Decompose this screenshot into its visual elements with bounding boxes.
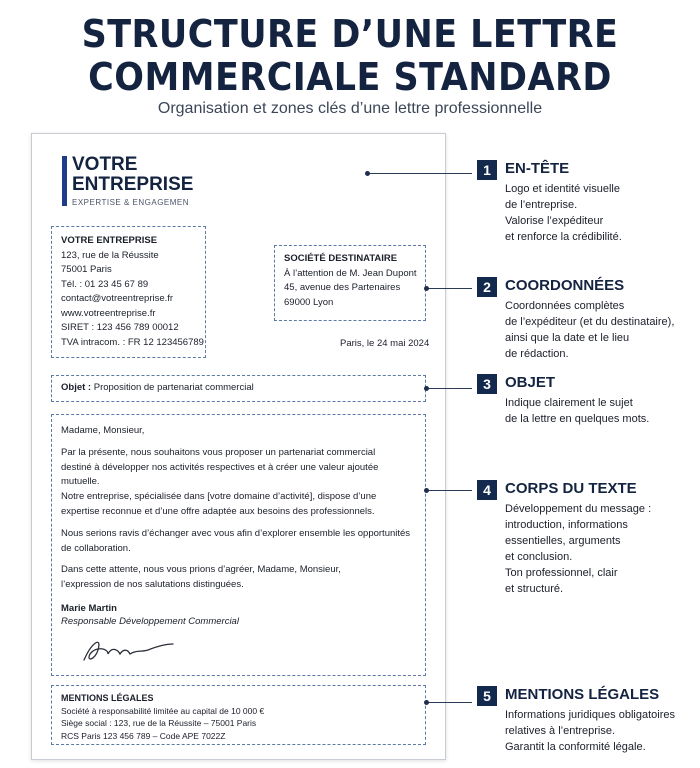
sender-line: 123, rue de la Réussite (61, 249, 159, 261)
annotation-line: Développement du message : (505, 503, 652, 515)
leader-line-5 (427, 702, 472, 703)
annotation-desc-5 (505, 707, 675, 755)
sender-line: SIRET : 123 456 789 00012 (61, 322, 179, 333)
recipient-line: 69000 Lyon (284, 296, 334, 308)
annotation-line: Logo et identité visuelle (505, 183, 620, 195)
subject-text: Proposition de partenariat commercial (93, 382, 254, 393)
annotation-line: de la lettre en quelques mots. (505, 413, 650, 425)
logo-name-line-1: VOTRE (72, 154, 138, 175)
sender-line: 75001 Paris (61, 264, 112, 275)
annotation-line: Informations juridiques obligatoires (505, 709, 675, 721)
sender-line: TVA intracom. : FR 12 123456789 (61, 336, 204, 348)
annotation-line: introduction, informations (505, 519, 628, 531)
body-line: de collaboration. (61, 542, 131, 554)
subject-label: Objet : (61, 382, 92, 393)
annotation-line: Garantit la conformité légale. (505, 741, 646, 753)
body-line: Nous serions ravis d’échanger avec vous afin d’explorer ensemble les opportunités (61, 528, 411, 539)
leader-line-1 (368, 173, 472, 174)
body-paragraph-3 (61, 527, 410, 556)
annotation-line: et structuré. (505, 583, 564, 595)
annotation-line: de l’expéditeur (et du destinataire), (505, 316, 675, 328)
annotation-desc-2 (505, 298, 674, 362)
logo-bar (62, 156, 67, 206)
leader-line-3 (427, 388, 472, 389)
legal-line: RCS Paris 123 456 789 – Code APE 7022Z (61, 730, 226, 741)
recipient-line: 45, avenue des Partenaires (284, 282, 401, 293)
signature-image (78, 632, 178, 666)
annotation-line: Coordonnées complètes (505, 300, 625, 312)
annotation-heading-5: MENTIONS LÉGALES (505, 686, 660, 703)
annotation-desc-3 (505, 395, 649, 427)
body-paragraph-1 (61, 446, 378, 490)
body-paragraph-2 (61, 490, 376, 519)
annotation-line: et renforce la crédibilité. (505, 231, 622, 243)
leader-dot-2 (424, 286, 429, 291)
leader-line-2 (427, 288, 472, 289)
annotation-heading-4: CORPS DU TEXTE (505, 480, 637, 497)
body-line: Notre entreprise, spécialisée dans [votre domaine d’activité], dispose d’une (61, 491, 377, 502)
annotation-line: de l’entreprise. (505, 199, 578, 211)
legal-block (61, 692, 264, 742)
title-line-1: STRUCTURE D’UNE LETTRE (81, 12, 619, 56)
title-line-2: COMMERCIALE STANDARD (88, 55, 612, 99)
recipient-company: SOCIÉTÉ DESTINATAIRE (284, 253, 398, 264)
annotation-heading-2: COORDONNÉES (505, 277, 625, 294)
logo-tagline: EXPERTISE & ENGAGEMEN (72, 198, 190, 207)
body-line: Dans cette attente, nous vous prions d’agréer, Madame, Monsieur, (61, 564, 341, 575)
annotation-line: de rédaction. (505, 348, 569, 360)
body-line: Par la présente, nous souhaitons vous proposer un partenariat commercial (61, 447, 376, 458)
body-line: l’expression de nos salutations distinguées. (61, 578, 244, 590)
annotation-line: essentielles, arguments (505, 535, 621, 547)
leader-dot-5 (424, 700, 429, 705)
body-line: destiné à développer nos activités respectives et à créer une valeur ajoutée (61, 461, 379, 473)
annotation-line: Indique clairement le sujet (505, 397, 633, 409)
body-paragraph-4 (61, 563, 341, 592)
leader-dot-1 (365, 171, 370, 176)
body-greeting: Madame, Monsieur, (61, 425, 145, 436)
annotation-heading-3: OBJET (505, 374, 556, 391)
annotation-line: Valorise l’expéditeur (505, 215, 604, 227)
logo (72, 155, 193, 195)
annotation-line: Ton professionnel, clair (505, 567, 618, 579)
annotation-line: relatives à l’entreprise. (505, 725, 616, 737)
sender-line: contact@votreentreprise.fr (61, 293, 174, 304)
legal-line: Siège social : 123, rue de la Réussite – 75001 Paris (61, 718, 257, 728)
annotation-desc-1 (505, 181, 622, 245)
annotation-line: ainsi que la date et le lieu (505, 332, 630, 344)
sender-line: www.votreentreprise.fr (61, 307, 156, 319)
annotation-desc-4 (505, 501, 651, 597)
legal-line: Société à responsabilité limitée au capital de 10 000 € (61, 705, 265, 716)
leader-dot-3 (424, 386, 429, 391)
sender-company: VOTRE ENTREPRISE (61, 235, 158, 246)
annotation-number-1: 1 (477, 160, 497, 180)
sender-block (61, 234, 204, 350)
signer-name: Marie Martin (61, 603, 117, 614)
logo-name-line-2: ENTREPRISE (72, 174, 194, 195)
body-line: mutuelle. (61, 476, 100, 487)
letter-date: Paris, le 24 mai 2024 (340, 338, 430, 349)
recipient-block (284, 252, 417, 310)
subtitle: Organisation et zones clés d’une lettre professionnelle (157, 100, 543, 117)
annotation-heading-1: EN-TÊTE (505, 160, 570, 177)
body-line: expertise reconnue et d’une offre adaptée aux besoins des professionnels. (61, 505, 375, 517)
recipient-line: À l’attention de M. Jean Dupont (284, 267, 417, 279)
legal-title: MENTIONS LÉGALES (61, 693, 154, 703)
subject-line (61, 381, 254, 396)
signer-title: Responsable Développement Commercial (61, 616, 239, 627)
sender-line: Tél. : 01 23 45 67 89 (61, 278, 149, 290)
annotation-number-2: 2 (477, 277, 497, 297)
annotation-number-3: 3 (477, 374, 497, 394)
annotation-line: et conclusion. (505, 551, 573, 563)
annotation-number-5: 5 (477, 686, 497, 706)
leader-dot-4 (424, 488, 429, 493)
leader-line-4 (427, 490, 472, 491)
annotation-number-4: 4 (477, 480, 497, 500)
